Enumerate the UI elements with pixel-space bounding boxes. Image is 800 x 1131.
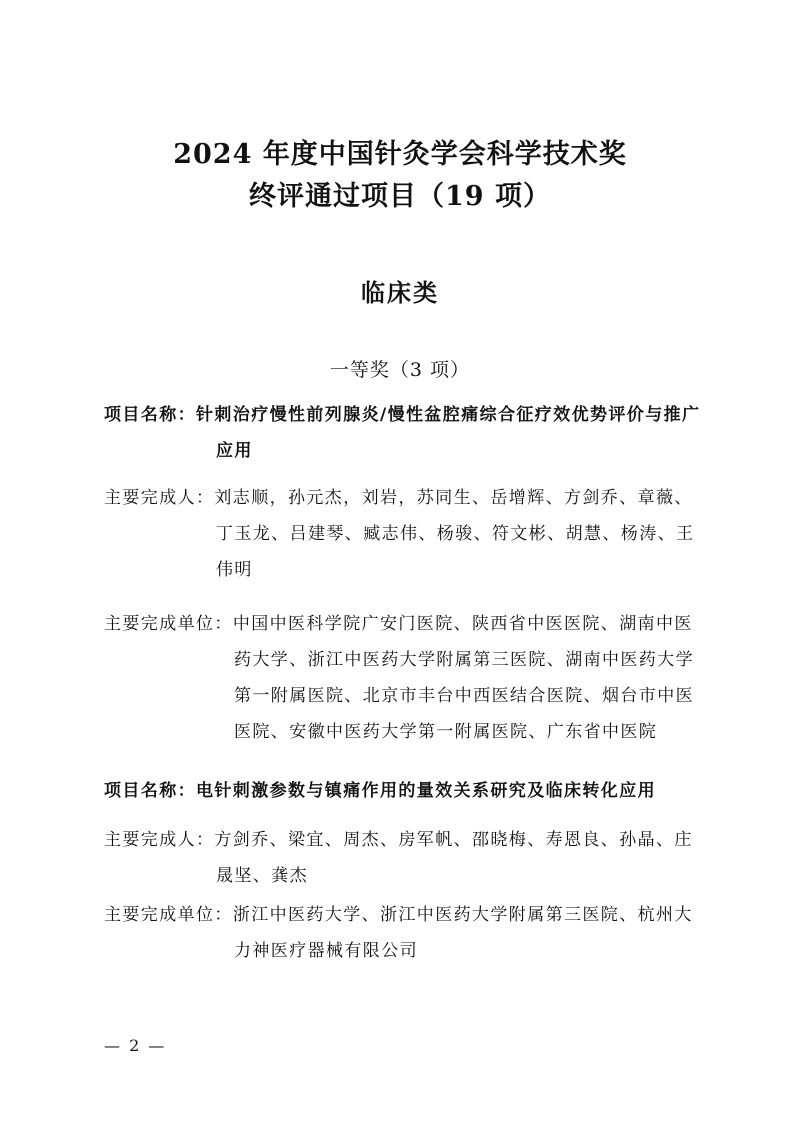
people-list: 方剑乔、梁宜、周杰、房军帆、邵晓梅、寿恩良、孙晶、庄晟坚、龚杰 [214, 830, 693, 886]
category-heading: 临床类 [361, 278, 439, 307]
people-label: 主要完成人： [104, 830, 215, 850]
project-2-name-row [104, 773, 704, 809]
project-1-people-row [104, 480, 704, 588]
project-2-units-row [104, 897, 704, 969]
project-name: 针刺治疗慢性前列腺炎/慢性盆腔痛综合征疗效优势评价与推广应用 [196, 405, 701, 461]
project-name-label: 项目名称： [104, 405, 196, 425]
units-label: 主要完成单位： [104, 614, 233, 634]
project-2-people-row [104, 822, 704, 894]
people-label: 主要完成人： [104, 488, 215, 508]
project-1-name-row [104, 397, 704, 469]
people-list: 刘志顺，孙元杰，刘岩，苏同生、岳增辉、方剑乔、章薇、丁玉龙、吕建琴、臧志伟、杨骏、符文彬、胡慧、杨涛、王伟明 [214, 488, 695, 580]
award-level-heading: 一等奖（3 项） [329, 359, 471, 381]
document-title-line2: 终评通过项目（19 项） [249, 181, 551, 212]
units-label: 主要完成单位： [104, 905, 233, 925]
units-list: 中国中医科学院广安门医院、陕西省中医医院、湖南中医药大学、浙江中医药大学附属第三医院、湖南中医药大学第一附属医院、北京市丰台中西医结合医院、烟台市中医医院、安徽中医药大学第一附属医院、广东省中医院 [232, 614, 694, 742]
project-name-label: 项目名称： [104, 781, 196, 801]
page-number: — 2 — [104, 1036, 167, 1055]
project-1-units-row [104, 606, 704, 750]
project-name: 电针刺激参数与镇痛作用的量效关系研究及临床转化应用 [196, 781, 656, 801]
document-title-line1: 2024 年度中国针灸学会科学技术奖 [173, 139, 627, 170]
units-list: 浙江中医药大学、浙江中医药大学附属第三医院、杭州大力神医疗器械有限公司 [232, 905, 693, 961]
